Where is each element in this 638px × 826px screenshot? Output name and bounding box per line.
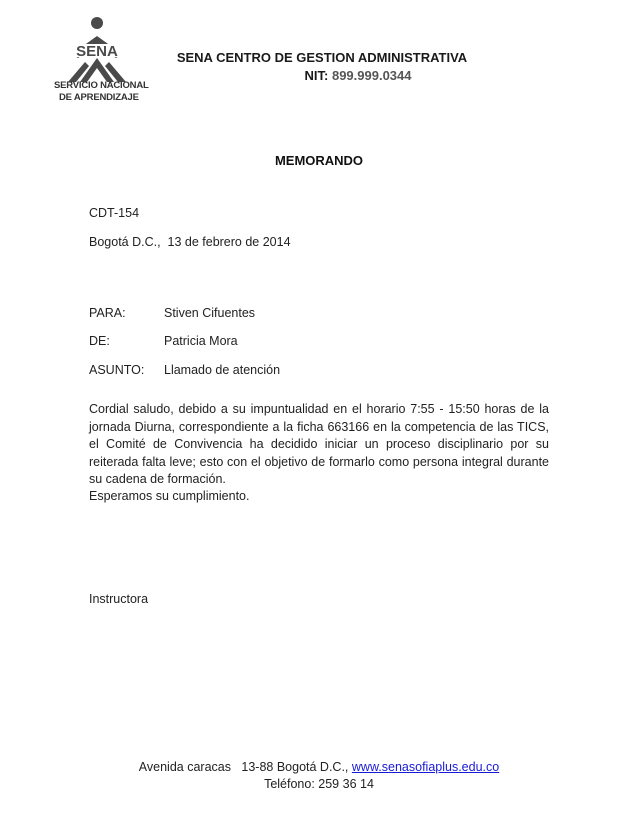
- document-title: MEMORANDO: [274, 153, 364, 168]
- footer-phone: Teléfono: 259 36 14: [264, 777, 374, 791]
- logo-caption-line2: DE APRENDIZAJE: [59, 92, 139, 103]
- footer-address-line: [0, 759, 638, 776]
- nit-number: 899.999.0344: [331, 68, 412, 83]
- field-value-para: Stiven Cifuentes: [164, 306, 256, 320]
- memo-body: Cordial saludo, debido a su impuntualidad en el horario 7:55 - 15:50 horas de la jornada Diurna, correspondiente a la ficha 663166 en la competencia de las TICS, el Comité de Convivencia ha decidido iniciar un proceso disciplinario por su reiterada falta leve; esto con el objetivo de formarlo como persona integral durante su cadena de formación.: [89, 402, 549, 487]
- logo-wordmark: SENA: [76, 43, 118, 60]
- field-value-de: Patricia Mora: [164, 334, 238, 348]
- place-date: Bogotá D.C., 13 de febrero de 2014: [89, 235, 291, 249]
- logo-caption: [54, 80, 154, 104]
- nit-line: [152, 68, 564, 83]
- sena-logo-icon: [50, 14, 150, 84]
- nit-label: NIT:: [304, 68, 329, 83]
- organization-title: SENA CENTRO DE GESTION ADMINISTRATIVA: [176, 50, 468, 65]
- signature-role: Instructora: [89, 592, 149, 606]
- footer: [0, 759, 638, 793]
- field-label-para: PARA:: [89, 306, 126, 320]
- logo-caption-line1: SERVICIO NACIONAL: [54, 80, 149, 91]
- field-label-de: DE:: [89, 334, 110, 348]
- closing-line: Esperamos su cumplimiento.: [89, 489, 250, 503]
- field-value-asunto: Llamado de atención: [164, 363, 281, 377]
- footer-website-link[interactable]: www.senasofiaplus.edu.co: [351, 760, 500, 774]
- memo-code: CDT-154: [89, 206, 140, 220]
- footer-address: Avenida caracas 13-88 Bogotá D.C.,: [138, 760, 352, 774]
- field-label-asunto: ASUNTO:: [89, 363, 145, 377]
